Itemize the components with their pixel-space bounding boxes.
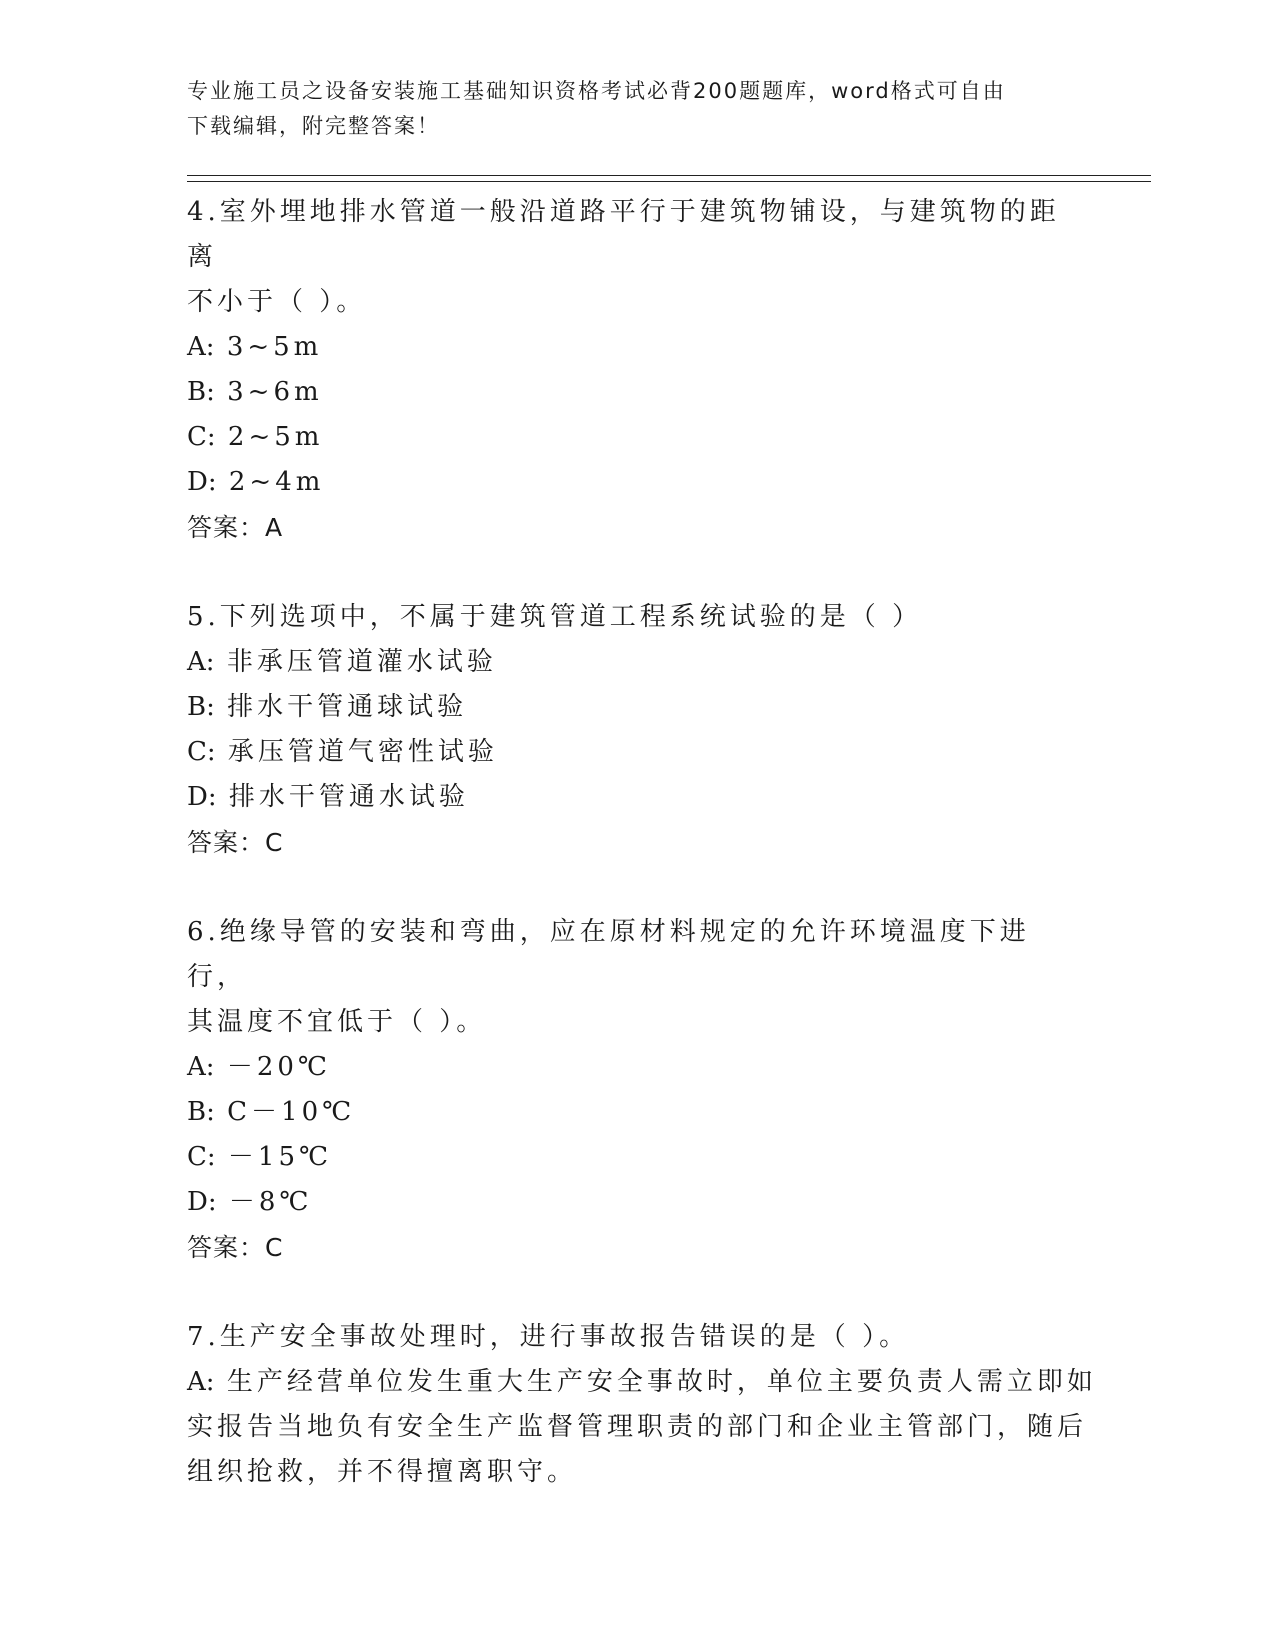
stem-line: 7.生产安全事故处理时，进行事故报告错误的是（ ）。 <box>187 1322 910 1352</box>
option-text: 非承压管道灌水试验 <box>226 647 497 677</box>
option-d <box>187 1180 1087 1225</box>
question-stem <box>187 595 1087 640</box>
document-header <box>187 74 1067 144</box>
option-text: －20℃ <box>226 1052 331 1082</box>
option-label: A: <box>187 1367 215 1397</box>
option-d <box>187 460 1087 505</box>
header-line-2: 下载编辑，附完整答案！ <box>187 114 440 138</box>
option-d <box>187 775 1087 820</box>
option-text: －8℃ <box>228 1187 313 1217</box>
answer-line: 答案：C <box>187 828 284 857</box>
option-continuation-line: 实报告当地负有安全生产监督管理职责的部门和企业主管部门，随后 <box>187 1412 1088 1442</box>
option-continuation-line: 组织抢救，并不得擅离职守。 <box>187 1457 578 1487</box>
option-label: B: <box>187 1097 215 1127</box>
option-b <box>187 1090 1087 1135</box>
option-label: A: <box>187 332 215 362</box>
stem-line: 其温度不宜低于（ ）。 <box>187 1007 487 1037</box>
option-label: B: <box>187 692 215 722</box>
question-list <box>187 190 1097 1540</box>
question-stem <box>187 1315 1087 1360</box>
option-a <box>187 325 1087 370</box>
option-label: C: <box>187 422 216 452</box>
option-a <box>187 1360 1097 1405</box>
option-label: D: <box>187 782 217 812</box>
stem-line: 6.绝缘导管的安装和弯曲，应在原材料规定的允许环境温度下进行， <box>187 917 1030 992</box>
option-label: B: <box>187 377 215 407</box>
option-text: 3~5m <box>226 332 323 362</box>
answer-line: 答案：A <box>187 513 284 542</box>
question-6 <box>187 910 1087 1270</box>
option-c <box>187 1135 1087 1180</box>
option-c <box>187 730 1087 775</box>
option-label: C: <box>187 737 216 767</box>
option-label: C: <box>187 1142 216 1172</box>
option-label: A: <box>187 1052 215 1082</box>
option-text: 3~6m <box>227 377 323 407</box>
option-text: －15℃ <box>227 1142 333 1172</box>
header-divider-top <box>187 175 1151 176</box>
header-line-1: 专业施工员之设备安装施工基础知识资格考试必背200题题库，word格式可自由 <box>187 79 1006 103</box>
question-stem <box>187 910 1087 1045</box>
option-text: 承压管道气密性试验 <box>227 737 498 767</box>
stem-line: 4.室外埋地排水管道一般沿道路平行于建筑物铺设，与建筑物的距离 <box>187 197 1060 272</box>
option-text: 2~4m <box>228 467 325 497</box>
option-c <box>187 415 1087 460</box>
answer-line: 答案：C <box>187 1233 284 1262</box>
question-7 <box>187 1315 1097 1495</box>
question-4 <box>187 190 1087 550</box>
question-stem <box>187 190 1087 325</box>
header-divider-bottom <box>187 181 1151 182</box>
option-label: D: <box>187 1187 217 1217</box>
option-label: D: <box>187 467 217 497</box>
option-label: A: <box>187 647 215 677</box>
option-text: 2~5m <box>227 422 324 452</box>
option-a <box>187 640 1087 685</box>
stem-line: 5.下列选项中，不属于建筑管道工程系统试验的是（ ） <box>187 602 923 632</box>
option-a <box>187 1045 1087 1090</box>
option-b <box>187 370 1087 415</box>
stem-line: 不小于（ ）。 <box>187 287 367 317</box>
option-text: C－10℃ <box>227 1097 356 1127</box>
option-text: 排水干管通球试验 <box>227 692 468 722</box>
option-text: 排水干管通水试验 <box>228 782 469 812</box>
option-text: 生产经营单位发生重大生产安全事故时，单位主要负责人需立即如 <box>226 1367 1097 1397</box>
question-5 <box>187 595 1087 865</box>
option-b <box>187 685 1087 730</box>
